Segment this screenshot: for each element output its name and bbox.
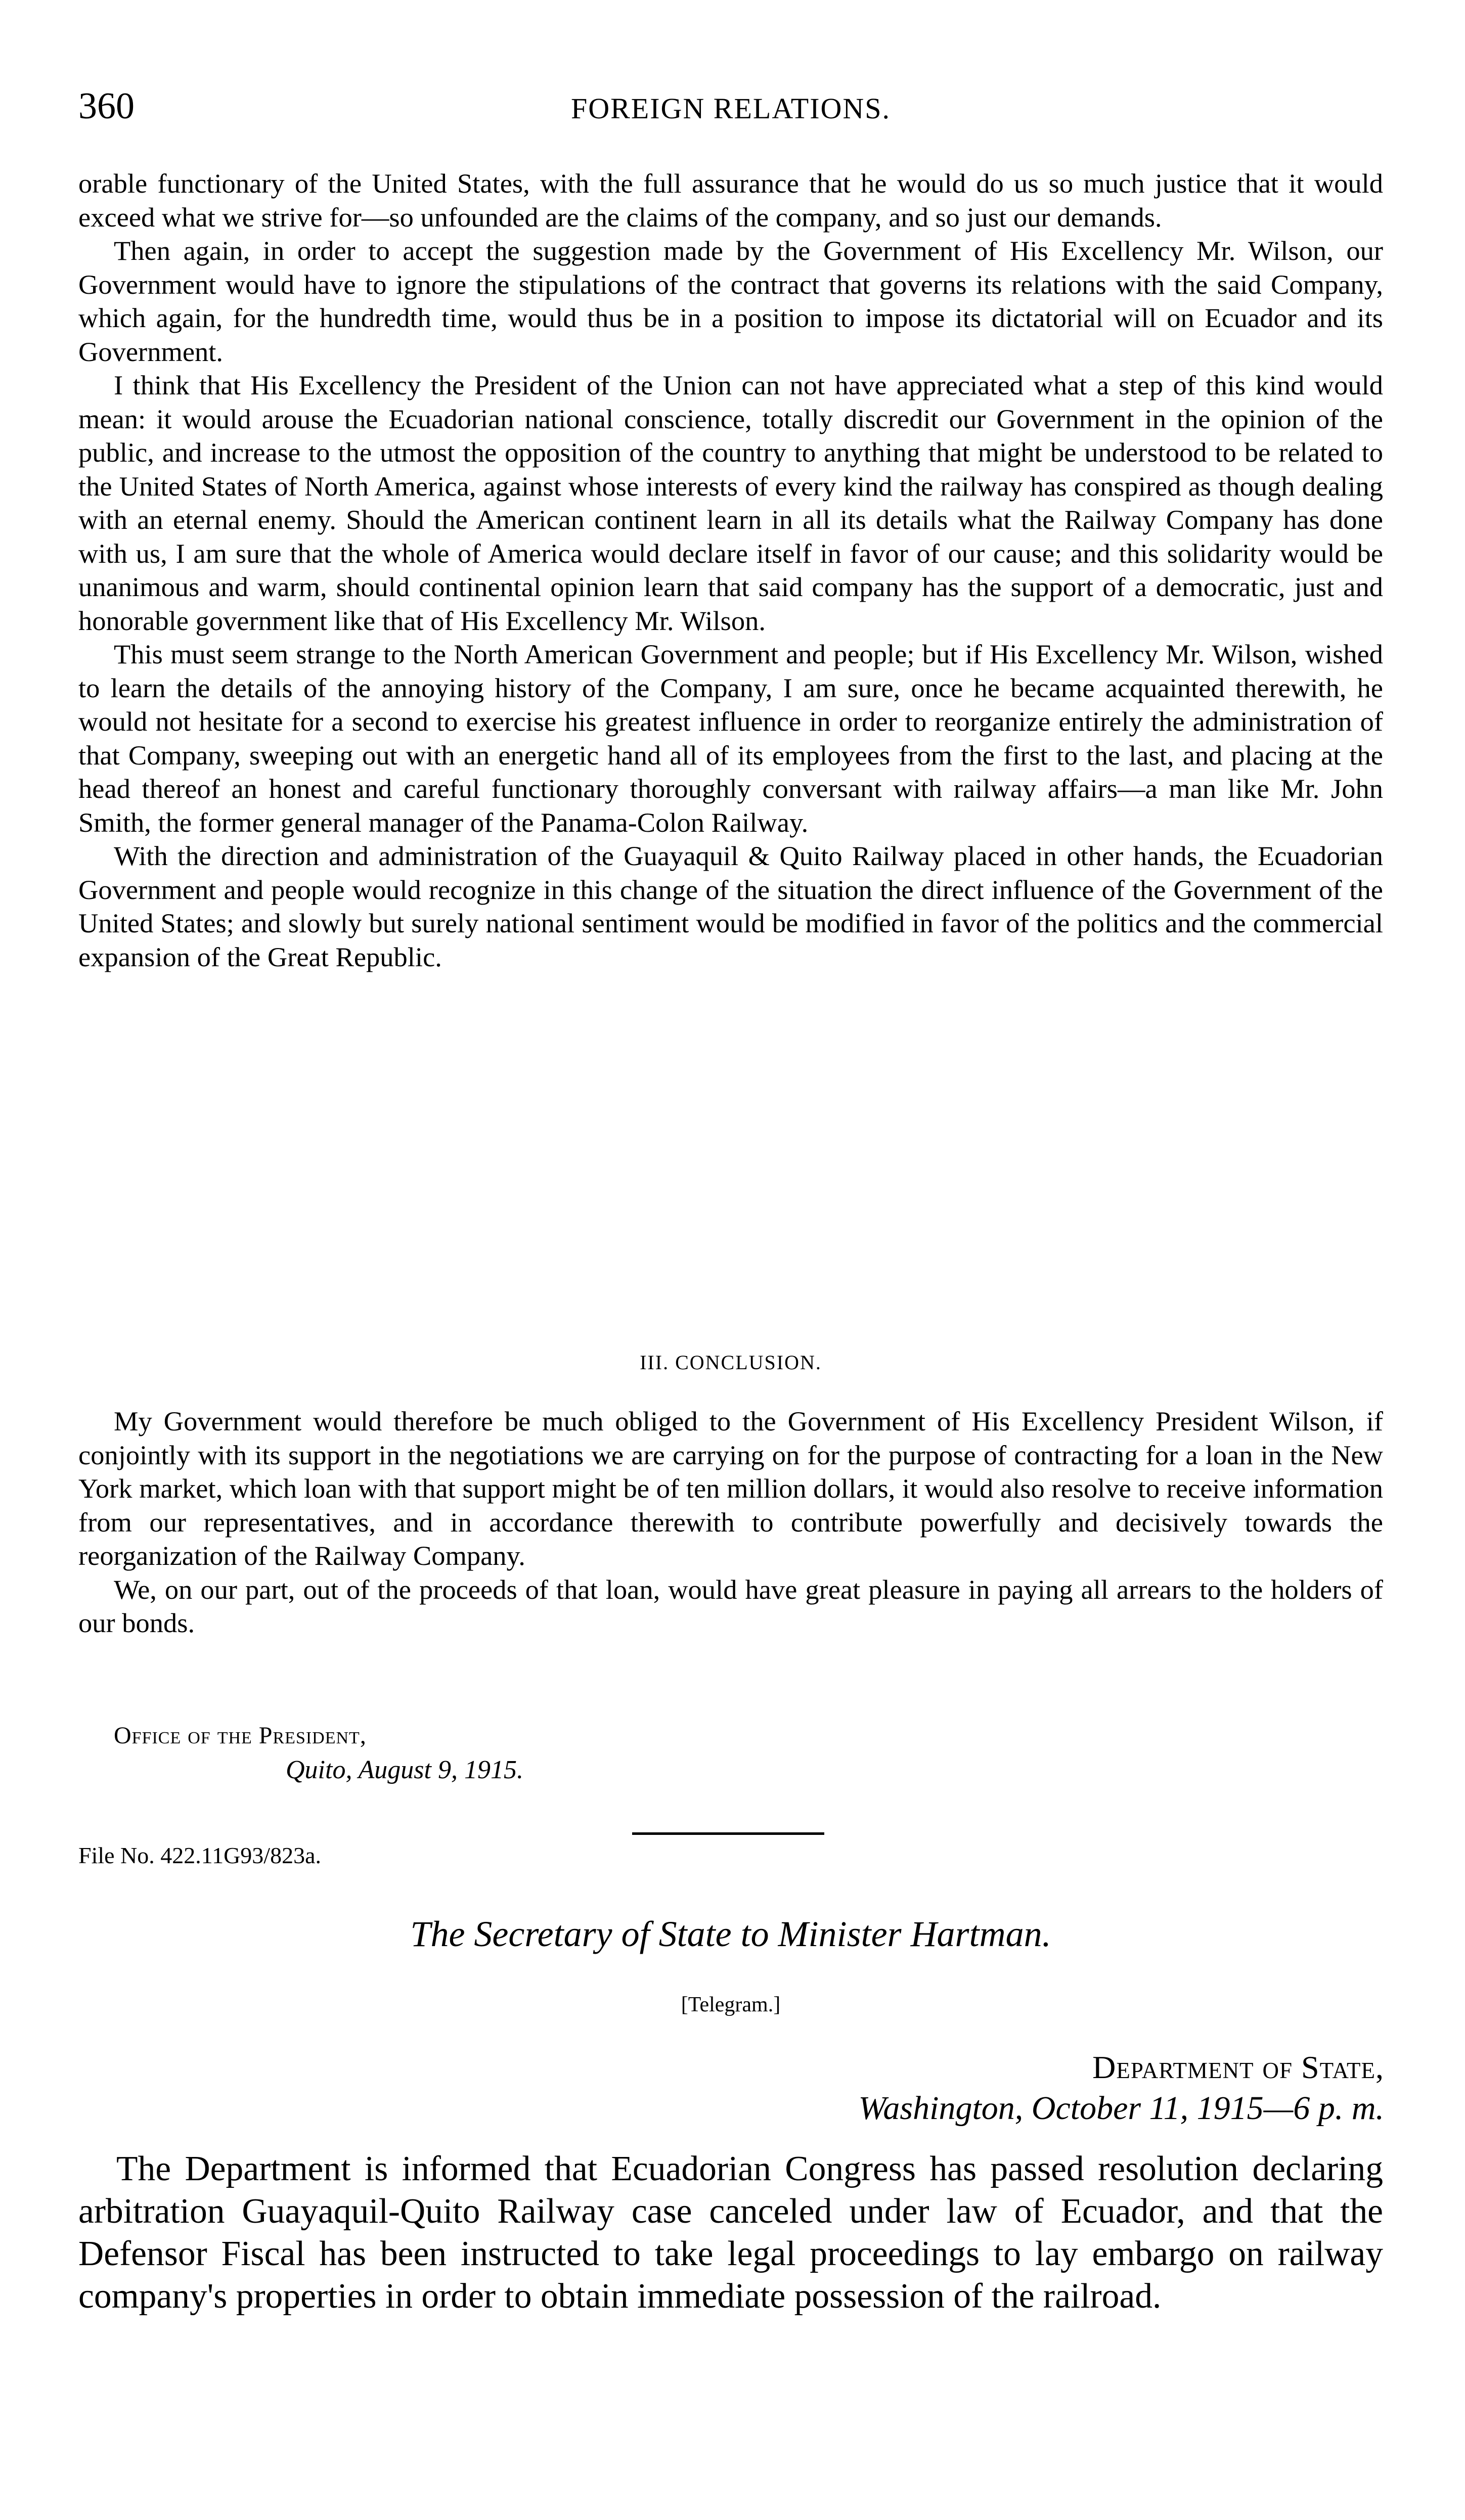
paragraph: With the direction and administration of the Guayaquil & Quito Railway placed in other hands, the Ecuadorian Government and people would recognize in this change of the situation the direct influence of the Government of the United States; and slowly but surely national sentiment would be modified in favor of the politics and the commercial expansion of the Great Republic. bbox=[78, 840, 1383, 972]
paragraph: We, on our part, out of the proceeds of that loan, would have great pleasure in paying all arrears to the holders of our bonds. bbox=[78, 1573, 1383, 1638]
telegram-body bbox=[78, 2148, 1383, 2318]
section-divider bbox=[632, 1832, 824, 1835]
section-heading: III. CONCLUSION. bbox=[640, 1351, 822, 1374]
department-name: Department of State, bbox=[1092, 2049, 1384, 2085]
page-number: 360 bbox=[78, 85, 135, 127]
document-title: The Secretary of State to Minister Hartman. bbox=[410, 1914, 1051, 1954]
signoff-office: Office of the President, bbox=[114, 1722, 367, 1749]
paragraph: I think that His Excellency the President of the Union can not have appreciated what a step of this kind would mean: it would arouse the Ecuadorian national conscience, totally discredit our Government in the opinion of the public, and increase to the utmost the opposition of the country to anything that might be understood to be related to the United States of North America, against whose interests of every kind the railway has conspired as though dealing with an eternal enemy. Should the American continent learn in all its details what the Railway Company has done with us, I am sure that the whole of America would declare itself in favor of our cause; and this solidarity would be unanimous and warm, should continental opinion learn that said company has the support of a democratic, just and honorable government like that of His Excellency Mr. Wilson. bbox=[78, 370, 1383, 636]
signoff-place-date: Quito, August 9, 1915. bbox=[286, 1756, 523, 1784]
telegram-label: [Telegram.] bbox=[681, 1993, 781, 2016]
paragraph: Then again, in order to accept the suggestion made by the Government of His Excellency Mr. Wilson, our Government would have to ignore the stipulations of the contract that governs its relations with the said Company, which again, for the hundredth time, would thus be in a position to impose its dictatorial will on Ecuador and its Government. bbox=[78, 235, 1383, 367]
file-number: File No. 422.11G93/823a. bbox=[78, 1842, 321, 1868]
running-title: FOREIGN RELATIONS. bbox=[570, 92, 891, 125]
paragraph-continuation: orable functionary of the United States, with the full assurance that he would do us so much justice that it would exceed what we strive for—so unfounded are the claims of the company, and so just our demands. bbox=[78, 168, 1383, 233]
letter-body bbox=[78, 167, 1383, 974]
paragraph: This must seem strange to the North American Government and people; but if His Excellency Mr. Wilson, wished to learn the details of the annoying history of the Company, I am sure, once he became acquainted therewith, he would not hesitate for a second to exercise his greatest influence in order to reorganize entirely the administration of that Company, sweeping out with an energetic hand all of its employees from the first to the last, and placing at the head thereof an honest and careful functionary thoroughly conversant with railway affairs—a man like Mr. John Smith, the former general manager of the Panama-Colon Railway. bbox=[78, 639, 1383, 838]
paragraph: The Department is informed that Ecuadorian Congress has passed resolution declaring arbitration Guayaquil-Quito Railway case canceled under law of Ecuador, and that the Defensor Fiscal has been instructed to take legal proceedings to lay embargo on railway company's properties in order to obtain immediate possession of the railroad. bbox=[78, 2149, 1383, 2316]
telegram-place-date: Washington, October 11, 1915—6 p. m. bbox=[858, 2090, 1384, 2127]
page-header bbox=[78, 81, 1383, 137]
conclusion-body bbox=[78, 1405, 1383, 1640]
paragraph: My Government would therefore be much obliged to the Government of His Excellency President Wilson, if conjointly with its support in the negotiations we are carrying on for the purpose of contracting for a loan in the New York market, which loan with that support might be of ten million dollars, it would also resolve to receive information from our representatives, and in accordance therewith to contribute powerfully and decisively towards the reorganization of the Railway Company. bbox=[78, 1406, 1383, 1571]
